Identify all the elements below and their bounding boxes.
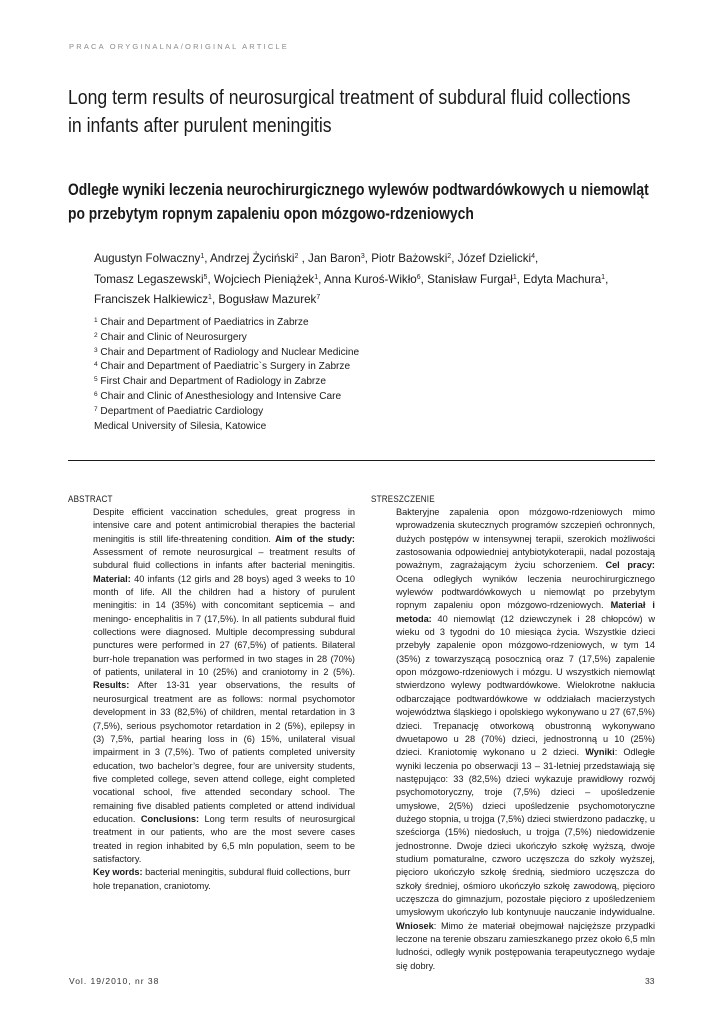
streszczenie-conclusions-label: Wniosek (396, 920, 434, 931)
author-affiliation-ref: 5 (203, 273, 208, 281)
streszczenie-material: 40 niemowląt (12 dziewczynek i 28 chłopców) w wieku od 3 tygodni do 10 miesiąca życia. Wszystkie dzieci przebyły zapalenie opon mózgowo-rdzeniowych, w tym 14 (35%) z towarzyszącą posocznicą oraz 7 (17,5%) zapalenie opon mózgowo-rdzeniowych i mózgu. U wszystkich niemowląt stwierdzono wylewy podtwardówkowe. Wielokrotne nakłucia odbarczające podtwardówkowe w oddziałach macierzystych województwa śląskiego i opolskiego wykonywano u 27 (67,5%) dzieci. Trepanację otworkową obustronną wykonywano dwuetapowo u 28 (70%) dzieci, jednostronną u 10 (25%) dzieci. Kraniotomię wykonano u 2 dzieci. (396, 613, 655, 758)
affiliation-text: Chair and Department of Radiology and Nuclear Medicine (97, 346, 360, 358)
abstract-conclusions: Long term results of neurosurgical treatment in our patients, who are the most severe cases treated in region inhabited by 6,5 mln population, seem to be satisfactory. (93, 813, 355, 864)
author-line-1 (94, 249, 674, 270)
author-separator: , (535, 252, 539, 265)
affiliation-number: 6 (94, 390, 98, 398)
author-separator: , (207, 272, 214, 286)
affiliation-number: 5 (94, 376, 98, 384)
page-number: 33 (645, 976, 655, 986)
affiliation-item (94, 331, 494, 346)
author-separator: , (516, 272, 524, 286)
abstract-results-label: Results: (93, 680, 130, 691)
abstract-conclusions-label: Conclusions: (140, 813, 200, 824)
streszczenie-aim-label: Cel pracy: (605, 560, 655, 571)
author-name: Andrzej Życiński (210, 252, 295, 265)
affiliation-item (94, 405, 494, 420)
author-affiliation-ref: 2 (447, 253, 452, 260)
author-name: Bogusław Mazurek (218, 293, 317, 306)
affiliation-text: Chair and Department of Paediatric`s Surgery in Zabrze (97, 361, 351, 373)
affiliation-item (94, 346, 494, 361)
author-affiliation-ref: 1 (314, 273, 319, 281)
abstract-aim: Assessment of remote neurosurgical – treatment results of subdural fluid collections in infants after bacterial meningitis. (93, 547, 355, 571)
title-polish-line-1: Odległe wyniki leczenia neurochirurgicznego wylewów podtwardówkowych u niemowląt (68, 181, 649, 199)
author-affiliation-ref: 1 (208, 294, 212, 301)
author-affiliation-ref: 6 (416, 273, 421, 281)
author-separator: , (420, 272, 428, 286)
author-name: Wojciech Pieniążek (213, 272, 315, 286)
author-separator: , (605, 272, 609, 286)
streszczenie-results: : Odległe wyniki leczenia po obserwacji 13 – 31-letniej przedstawiają się następująco: 33 (82,5%) dzieci wykazuje prawidłowy rozwój psychomotoryczny, troje (7,5%) dzieci – upośledzenie umysłowe, 2(5%) dzieci upośledzenie psychomotoryczne dużego stopnia, u trojga (7,5%) dzieci stwierdzono padaczkę, u sześciorga (15%) niedosłuch, u trojga (7,5%) niedowidzenie jednostronne. Dwoje dzieci ukończyło szkołę wyższą, dwoje studium pomaturalne, czworo uczęszcza do szkoły wyższej, pięcioro ukończyło szkołę średnią, siedmioro uczęszcza do szkoły średniej, ośmioro ukończyło szkołę zawodową, pięcioro uczęszcza do gimnazjum, pozostałe pięcioro z upośledzeniem umysłowym ukończyło lub kontynuuje nauczanie indywidualne. (396, 747, 655, 918)
abstract-material-label: Material: (93, 573, 131, 584)
affiliation-text: Department of Paediatric Cardiology (97, 405, 264, 417)
affiliation-item (94, 360, 494, 375)
journal-volume: Vol. 19/2010, nr 38 (69, 976, 160, 986)
abstract-results: After 13-31 year observations, the results of neurosurgical treatment are as follows: normal psychomotor development in 33 (82,5%) of children, mental retardation in 3 (7,5%), serious psychomotor retardation in 2 (5%), epilepsy in (3) 7,5%, partial hearing loss in (6) 15%, unilateral visual impairment in 3 (7,5%). Two of patients completed university education, two bachelor’s degree, four are university students, five completed college, seven attend college, eight completed vocational school, five attended secondary school. The remaining five disabled patients completed or attend individual education. (93, 680, 355, 824)
author-separator: , (211, 293, 219, 306)
author-affiliation-ref: 7 (316, 294, 321, 301)
abstract-intro: Despite efficient vaccination schedules, great progress in intensive care and potent antimicrobial therapies the bacterial meningitis is still life-threatening condition. (93, 507, 355, 544)
university-name: Medical University of Silesia, Katowice (94, 420, 267, 432)
author-line-2 (94, 270, 674, 291)
streszczenie-body (396, 506, 655, 973)
author-name: Jan Baron (308, 252, 361, 265)
streszczenie-paragraph (396, 506, 655, 973)
affiliation-item (94, 375, 494, 390)
title-english-line-2: in infants after purulent meningitis (68, 114, 332, 137)
author-affiliation-ref: 2 (294, 253, 299, 260)
abstract-paragraph (93, 506, 355, 866)
author-separator: , (451, 252, 458, 265)
author-affiliation-ref: 1 (512, 273, 517, 281)
affiliation-item (94, 316, 494, 331)
streszczenie-intro: Bakteryjne zapalenia opon mózgowo-rdzeniowych mimo wprowadzenia skutecznych programów szczepień ochronnych, dużych postępów w intensywnej terapii, szerokich możliwości zastosowania odpowiedniej antybiotykoterapii, nadal pozostają poważnym, zagrażającym życiu schorzeniem. (396, 507, 655, 571)
author-separator: , (364, 252, 372, 265)
affiliation-text: Chair and Department of Paediatrics in Zabrze (97, 317, 309, 328)
author-name: Edyta Machura (523, 272, 602, 286)
affiliation-number: 3 (94, 346, 98, 354)
author-name: Anna Kuroś-Wikło (323, 272, 417, 286)
author-name: Franciszek Halkiewicz (94, 293, 209, 306)
streszczenie-conclusions: : Mimo że materiał obejmował najcięższe przypadki leczone na terenie obszaru zamieszkanego przez około 6,5 mln ludności, odległy wynik postępowania terapeutycznego wydaje się dobry. (396, 920, 655, 971)
author-affiliation-ref: 1 (601, 273, 606, 281)
streszczenie-results-label: Wyniki (585, 747, 615, 758)
author-separator: , (298, 252, 309, 265)
affiliation-text: Chair and Clinic of Anesthesiology and Intensive Care (97, 390, 342, 402)
title-polish (68, 178, 649, 226)
author-list (94, 249, 674, 311)
abstract-keywords (93, 866, 355, 893)
keywords-label: Key words: (93, 867, 143, 878)
keywords-text: bacterial meningitis, subdural fluid collections, burr hole trepanation, craniotomy. (93, 867, 351, 891)
affiliation-list (94, 316, 494, 434)
affiliation-text: First Chair and Department of Radiology in Zabrze (97, 376, 326, 388)
affiliation-number: 4 (94, 361, 98, 369)
author-name: Stanisław Furgał (427, 272, 513, 286)
streszczenie-aim: Ocena odległych wyników leczenia neurochirurgicznego wylewów podtwardówkowych u niemowląt po przebytym ropnym zapaleniu opon mózgowo-rdzeniowych. (396, 573, 655, 611)
streszczenie-heading: STRESZCZENIE (371, 494, 435, 504)
author-separator: , (204, 252, 211, 265)
author-affiliation-ref: 4 (531, 253, 535, 260)
author-affiliation-ref: 1 (200, 253, 205, 260)
affiliation-text: Chair and Clinic of Neurosurgery (97, 331, 247, 343)
affiliation-number: 7 (94, 405, 98, 413)
title-english-line-1: Long term results of neurosurgical treatment of subdural fluid collections (68, 86, 631, 109)
title-english (68, 84, 631, 140)
abstract-material: 40 infants (12 girls and 28 boys) aged 3 weeks to 10 month of life. All the children had a history of purulent meningitis: in 14 (35%) with concomitant septicemia – and meningo- encephalitis in 7 (17,5%). In all patients subdural fluid collections were diagnosed. Multiple decompressing subdural punctures were performed in 27 (67,5%) of patients. Bilateral burr-hole trepanation was performed in two stages in 28 (70%) of patients, unilateral in 10 (25%) and craniotomy in 2 (5%). (93, 573, 355, 678)
affiliation-number: 2 (94, 331, 98, 339)
author-name: Tomasz Legaszewski (94, 272, 204, 286)
article-type-label: PRACA ORYGINALNA/ORIGINAL ARTICLE (69, 42, 290, 51)
affiliation-item (94, 390, 494, 405)
author-line-3 (94, 290, 674, 311)
abstract-aim-label: Aim of the study: (275, 533, 355, 544)
abstract-heading: ABSTRACT (68, 494, 113, 504)
streszczenie-material-label: Materiał i metoda: (396, 600, 655, 624)
title-polish-line-2: po przebytym ropnym zapaleniu opon mózgowo-rdzeniowych (68, 205, 474, 223)
abstract-body (93, 506, 355, 893)
author-affiliation-ref: 3 (360, 253, 365, 260)
author-name: Piotr Bażowski (371, 252, 448, 265)
author-separator: , (318, 272, 324, 286)
author-name: Augustyn Folwaczny (94, 252, 201, 265)
section-divider (68, 460, 655, 461)
affiliation-number: 1 (94, 317, 98, 324)
author-name: Józef Dzielicki (457, 252, 532, 265)
